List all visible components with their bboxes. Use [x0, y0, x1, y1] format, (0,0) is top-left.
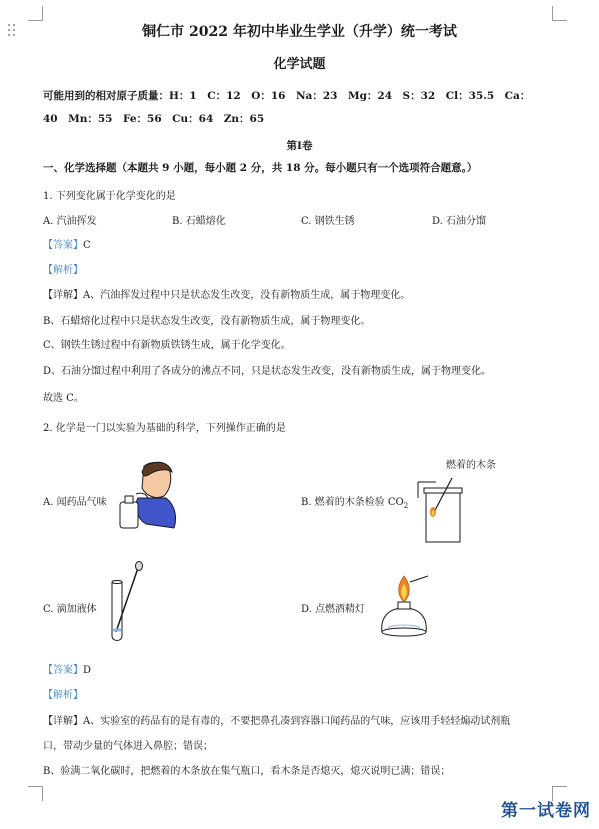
crop-mark-top-right: [552, 6, 567, 21]
q2-option-b: B. 燃着的木条检验 $CO_2$: [301, 497, 409, 510]
q2-detail-b: B、验满二氧化碳时，把燃着的木条放在集气瓶口，看木条是否熄灭，熄灭说明已满；错误；: [43, 766, 451, 777]
crop-mark-top-left: [28, 6, 43, 21]
q2-answer: 【答案】D: [43, 665, 92, 676]
q1-detail-c: C、钢铁生锈过程中有新物质铁锈生成，属于化学变化。: [43, 340, 291, 351]
answer-value: C: [83, 240, 91, 251]
atomic-mass-line-2: 40 Mn：55 Fe：56 Cu：64 Zn：65: [43, 113, 265, 125]
exam-title: 铜仁市 2022 年初中毕业生学业（升学）统一考试: [142, 24, 457, 40]
section-heading: 一、化学选择题（本题共 9 小题，每小题 2 分，共 18 分。每小题只有一个选项符合题意。）: [43, 162, 478, 174]
q2-analysis-tag: 【解析】: [43, 690, 83, 701]
q2-option-a: A. 闻药品气味: [43, 497, 107, 508]
q1-option-c: C. 钢铁生锈: [301, 216, 355, 227]
dropper-test-tube-figure: [102, 560, 146, 644]
q1-detail-a: 【详解】A、汽油挥发过程中只是状态发生改变，没有新物质生成，属于物理变化。: [43, 290, 411, 301]
answer-tag: 【答案】: [43, 240, 83, 251]
volume-heading: 第Ⅰ卷: [286, 140, 313, 152]
alcohol-lamp-figure: [376, 572, 432, 642]
q2-stem: 2. 化学是一门以实验为基础的科学，下列操作正确的是: [43, 423, 286, 434]
q2-figure-caption-b: 燃着的木条: [446, 460, 496, 471]
q1-detail-d: D、石油分馏过程中利用了各成分的沸点不同，只是状态发生改变，没有新物质生成，属于物理变化。: [43, 366, 492, 377]
q1-option-b: B. 石蜡熔化: [172, 216, 226, 227]
q1-option-d: D. 石油分馏: [432, 216, 487, 227]
smelling-reagent-figure: [116, 458, 180, 532]
crop-mark-bottom-left: [28, 786, 43, 801]
detail-tag: 【详解】: [43, 290, 83, 301]
gas-bottle-figure: [416, 472, 464, 544]
q1-answer: [43, 236, 91, 251]
q1-detail-b: B、石蜡熔化过程中只是状态发生改变，没有新物质生成，属于物理变化。: [43, 316, 371, 327]
q2-detail-a-line2: 口，带动少量的气体进入鼻腔；错误；: [43, 741, 213, 752]
site-watermark: 第一试卷网: [501, 801, 591, 821]
q1-analysis-tag: 【解析】: [43, 265, 83, 276]
q1-conclusion: 故选 C。: [43, 393, 84, 404]
q1-stem: 1. 下列变化属于化学变化的是: [43, 191, 176, 202]
q2-option-c: C. 滴加液体: [43, 604, 97, 615]
exam-subtitle: 化学试题: [273, 57, 326, 72]
atomic-mass-line-1: 可能用到的相对原子质量：H：1 C：12 O：16 Na：23 Mg：24 S：32 Cl：35.5 Ca：: [43, 90, 531, 102]
q2-detail-a-line1: 【详解】A、实验室的药品有的是有毒的，不要把鼻孔凑到容器口闻药品的气味，应该用手轻轻煽动试剂瓶: [43, 716, 511, 727]
q1-option-a: A. 汽油挥发: [43, 216, 97, 227]
q2-option-d: D. 点燃酒精灯: [301, 604, 366, 615]
